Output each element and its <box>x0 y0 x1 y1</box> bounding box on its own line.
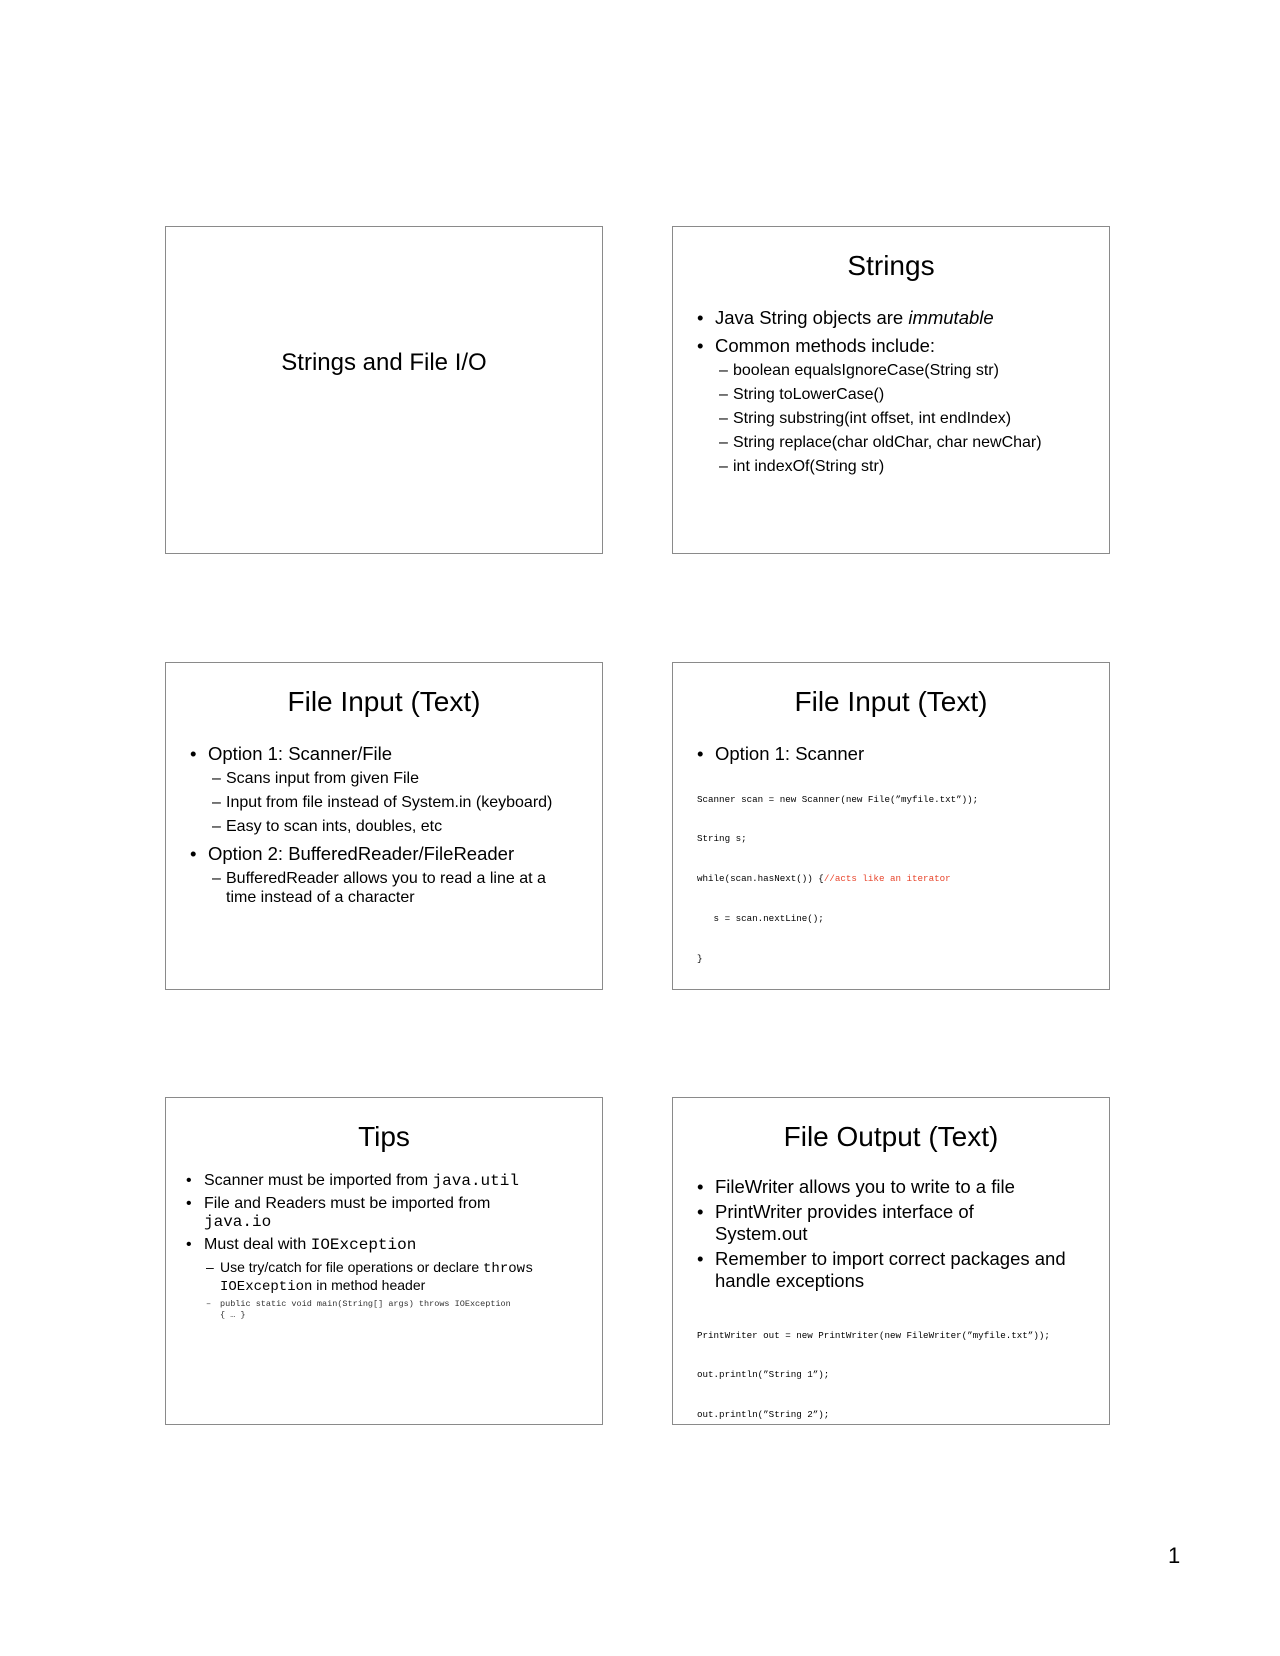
slide-content <box>697 1176 1069 1425</box>
code-line: String s; <box>697 833 747 845</box>
sub-bullet: – String toLowerCase() <box>719 385 1101 404</box>
sub-bullet: – Input from file instead of System.in (keyboard) <box>212 793 594 812</box>
slide-title: Strings <box>847 250 935 281</box>
sub-bullet: – String substring(int offset, int endIndex) <box>719 409 1101 428</box>
slide-content <box>697 305 1101 481</box>
bullet <box>697 305 1101 330</box>
slide-content <box>697 741 1101 990</box>
sub-bullet: – Easy to scan ints, doubles, etc <box>212 817 594 836</box>
bullet: • Option 1: Scanner/File <box>190 741 594 766</box>
slide-4 <box>672 662 1110 990</box>
code-line: s = scan.nextLine(); <box>697 913 824 925</box>
sub-bullet: – int indexOf(String str) <box>719 457 1101 476</box>
page-number: 1 <box>1168 1543 1181 1568</box>
code-line: } <box>697 953 703 965</box>
slide-title: Tips <box>358 1121 410 1152</box>
code-line: PrintWriter out = new PrintWriter(new FileWriter(”myfile.txt”)); <box>697 1329 1050 1341</box>
emphasis-text: immutable <box>908 307 994 328</box>
sub-bullet: – Scans input from given File <box>212 769 594 788</box>
bullet: • Common methods include: <box>697 333 1101 358</box>
bullet: • Option 1: Scanner <box>697 741 1101 766</box>
slide-title: File Output (Text) <box>783 1121 999 1152</box>
code-example: – public static void main(String[] args) throws IOException { … } <box>206 1299 594 1321</box>
slide-title: File Input (Text) <box>287 686 481 717</box>
bullet: • FileWriter allows you to write to a file <box>697 1176 1069 1198</box>
code-line: out.println(”String 2”); <box>697 1409 830 1421</box>
code-line: while(scan.hasNext()) {//acts like an iterator <box>697 873 951 885</box>
slide-5 <box>165 1097 603 1425</box>
slide-title: File Input (Text) <box>794 686 988 717</box>
slide-title: Strings and File I/O <box>281 349 487 376</box>
code-block-print-writer <box>697 1302 1069 1425</box>
slide-6 <box>672 1097 1110 1425</box>
bullet: • Scanner must be imported from java.util <box>186 1172 594 1190</box>
bullet-text: Java String objects are <box>715 307 909 328</box>
bullet: • Must deal with IOException <box>186 1236 594 1254</box>
slide-2 <box>672 226 1110 554</box>
slide-3 <box>165 662 603 990</box>
code-block-scanner <box>697 766 1101 990</box>
slide-1 <box>165 226 603 554</box>
bullet: • PrintWriter provides interface of System.out <box>697 1201 1005 1245</box>
slide-content <box>190 741 594 912</box>
sub-bullet: – String replace(char oldChar, char newChar) <box>719 433 1101 452</box>
sub-bullet: – BufferedReader allows you to read a line at a time instead of a character <box>212 869 576 907</box>
bullet: • Option 2: BufferedReader/FileReader <box>190 841 594 866</box>
slide-content <box>186 1172 594 1321</box>
sub-bullet: – Use try/catch for file operations or declare throws IOException in method header <box>206 1259 594 1295</box>
sub-bullet: – boolean equalsIgnoreCase(String str) <box>719 361 1101 380</box>
code-line: Scanner scan = new Scanner(new File(”myfile.txt”)); <box>697 793 979 805</box>
code-line: out.println(”String 1”); <box>697 1369 830 1381</box>
bullet: • File and Readers must be imported from java.io <box>186 1195 594 1231</box>
bullet: • Remember to import correct packages and handle exceptions <box>697 1248 1075 1292</box>
